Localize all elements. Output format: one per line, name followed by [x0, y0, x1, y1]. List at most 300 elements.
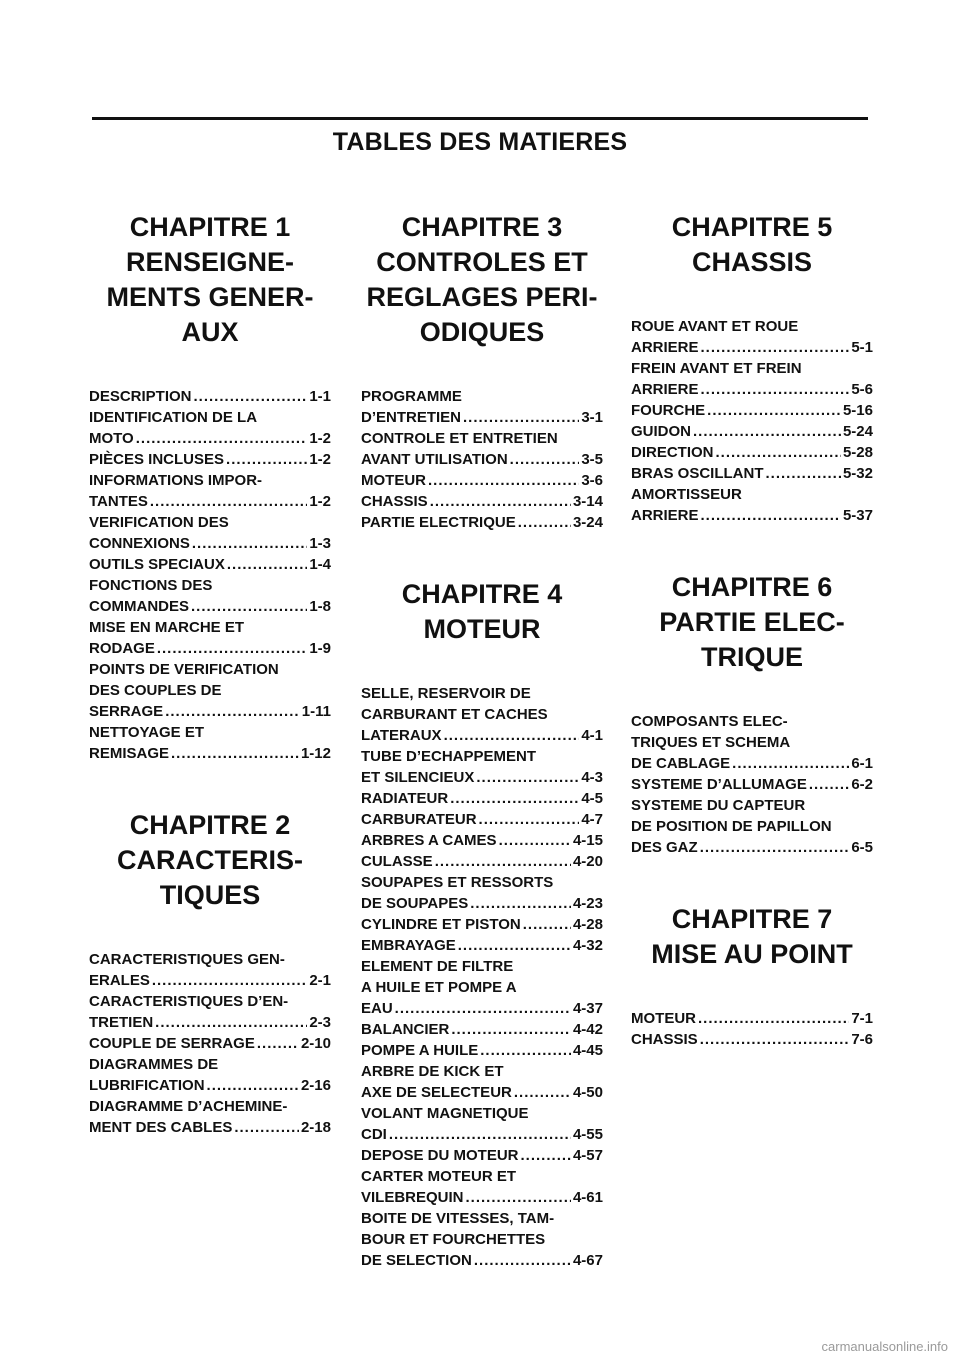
chapter-heading: CHAPITRE 2 CARACTERIS- TIQUES — [117, 810, 303, 910]
toc-entry-page-number: 4-57 — [572, 1147, 603, 1164]
toc-entry-row — [631, 753, 873, 774]
toc-entry[interactable] — [89, 1054, 331, 1096]
toc-entry-title: DE SOUPAPES — [361, 895, 469, 912]
toc-entry-page-number: 4-32 — [572, 937, 603, 954]
toc-entry-title-line: BOUR ET FOURCHETTES — [361, 1231, 546, 1248]
toc-entry-title: SYSTEME D’ALLUMAGE — [631, 776, 807, 793]
toc-entry-title-line: VOLANT MAGNETIQUE — [361, 1105, 529, 1122]
toc-entry[interactable] — [361, 512, 603, 533]
toc-entry-title-line: CARBURANT ET CACHES — [361, 706, 548, 723]
toc-entry[interactable] — [361, 809, 603, 830]
toc-entry[interactable] — [361, 872, 603, 914]
toc-entry[interactable] — [631, 358, 873, 400]
toc-entry-title-line: COMPOSANTS ELEC- — [631, 713, 788, 730]
toc-entry-row — [361, 1040, 603, 1061]
toc-entry-title: DE SELECTION — [361, 1252, 472, 1269]
toc-entry-title-line: NETTOYAGE ET — [89, 724, 205, 741]
toc-entry[interactable] — [89, 991, 331, 1033]
toc-entry-title-line: DES COUPLES DE — [89, 682, 222, 699]
toc-entry[interactable] — [89, 1033, 331, 1054]
toc-entry[interactable] — [361, 428, 603, 470]
toc-entry[interactable] — [361, 830, 603, 851]
toc-entry-row — [361, 407, 603, 428]
dot-leader — [165, 701, 300, 722]
toc-entry-title-line: DIAGRAMME D’ACHEMINE- — [89, 1098, 288, 1115]
toc-entry-page-number: 1-3 — [309, 535, 331, 552]
toc-entry-title: RADIATEUR — [361, 790, 449, 807]
toc-entry[interactable] — [361, 1208, 603, 1271]
chapter-section — [631, 570, 873, 858]
dot-leader — [479, 809, 580, 830]
toc-entry-title: MOTEUR — [361, 472, 426, 489]
toc-entry-page-number: 5-32 — [842, 465, 873, 482]
toc-entry-row — [89, 743, 331, 764]
toc-entry[interactable] — [89, 659, 331, 722]
toc-entry-page-number: 1-8 — [309, 598, 331, 615]
toc-entry[interactable] — [361, 491, 603, 512]
dot-leader — [435, 851, 571, 872]
toc-entry-title: ARRIERE — [631, 381, 699, 398]
toc-entry-title: RODAGE — [89, 640, 155, 657]
toc-entry-title-line: CARACTERISTIQUES D’EN- — [89, 993, 289, 1010]
toc-entry-title: LATERAUX — [361, 727, 442, 744]
dot-leader — [171, 743, 299, 764]
toc-entry-title-line: AMORTISSEUR — [631, 486, 742, 503]
toc-entry-title-line: IDENTIFICATION DE LA — [89, 409, 258, 426]
toc-entry[interactable] — [631, 795, 873, 858]
toc-entry-title-line: SOUPAPES ET RESSORTS — [361, 874, 554, 891]
chapter-heading: CHAPITRE 6 PARTIE ELEC- TRIQUE — [659, 572, 845, 672]
chapter-section — [89, 210, 331, 764]
dot-leader — [701, 379, 850, 400]
toc-entry-row — [89, 701, 331, 722]
toc-entry-list — [631, 316, 873, 526]
toc-entry[interactable] — [89, 470, 331, 512]
toc-entry-page-number: 1-2 — [309, 493, 331, 510]
toc-entry-row — [631, 837, 873, 858]
dot-leader — [257, 1033, 299, 1054]
toc-entry-title-line: CARACTERISTIQUES GEN- — [89, 951, 285, 968]
toc-entry-title: DESCRIPTION — [89, 388, 192, 405]
toc-entry-row — [631, 442, 873, 463]
toc-entry[interactable] — [361, 1061, 603, 1103]
toc-entry-page-number: 1-1 — [309, 388, 331, 405]
toc-entry-title-line: CONTROLE ET ENTRETIEN — [361, 430, 558, 447]
toc-entry[interactable] — [89, 386, 331, 407]
toc-entry-row — [361, 1019, 603, 1040]
dot-leader — [395, 998, 571, 1019]
toc-entry-row — [631, 421, 873, 442]
toc-entry-title: BRAS OSCILLANT — [631, 465, 764, 482]
toc-entry[interactable] — [89, 1096, 331, 1138]
toc-entry-list — [631, 711, 873, 858]
chapter-heading: CHAPITRE 3 CONTROLES ET REGLAGES PERI- ODIQUES — [366, 212, 598, 347]
toc-entry-page-number: 1-12 — [300, 745, 331, 762]
toc-entry-page-number: 4-55 — [572, 1126, 603, 1143]
toc-entry-title: CHASSIS — [631, 1031, 698, 1048]
toc-entry-title: BALANCIER — [361, 1021, 450, 1038]
dot-leader — [470, 893, 571, 914]
toc-entry[interactable] — [361, 1040, 603, 1061]
toc-entry-title-line: MISE EN MARCHE ET — [89, 619, 245, 636]
toc-entry-row — [89, 970, 331, 991]
toc-entry-page-number: 2-18 — [300, 1119, 331, 1136]
toc-entry-page-number: 4-23 — [572, 895, 603, 912]
toc-entry[interactable] — [361, 956, 603, 1019]
toc-entry-title-line: ELEMENT DE FILTRE — [361, 958, 514, 975]
toc-entry-row — [361, 1187, 603, 1208]
dot-leader — [157, 638, 307, 659]
toc-entry-page-number: 6-1 — [851, 755, 873, 772]
dot-leader — [698, 1008, 849, 1029]
toc-entry-page-number: 6-2 — [851, 776, 873, 793]
toc-entry-row — [361, 470, 603, 491]
toc-entry-title-line: TUBE D’ECHAPPEMENT — [361, 748, 537, 765]
dot-leader — [428, 470, 579, 491]
toc-entry-row — [361, 893, 603, 914]
toc-entry-title: CYLINDRE ET PISTON — [361, 916, 521, 933]
toc-entry-page-number: 4-42 — [572, 1021, 603, 1038]
dot-leader — [499, 830, 571, 851]
dot-leader — [192, 533, 307, 554]
toc-entry-title: AVANT UTILISATION — [361, 451, 508, 468]
toc-entry-row — [89, 638, 331, 659]
top-rule — [92, 117, 868, 120]
toc-entry-list — [89, 949, 331, 1138]
toc-entry-title: ARBRES A CAMES — [361, 832, 497, 849]
toc-entry-row — [631, 1029, 873, 1050]
toc-entry-page-number: 1-4 — [309, 556, 331, 573]
toc-entry-page-number: 7-1 — [851, 1010, 873, 1027]
toc-entry-title: CARBURATEUR — [361, 811, 477, 828]
toc-entry-row — [361, 830, 603, 851]
dot-leader — [474, 1250, 571, 1271]
toc-entry-row — [361, 1082, 603, 1103]
chapter-heading: CHAPITRE 4 MOTEUR — [401, 579, 563, 644]
toc-entry-title: MENT DES CABLES — [89, 1119, 233, 1136]
toc-entry-page-number: 4-50 — [572, 1084, 603, 1101]
toc-entry-title: DES GAZ — [631, 839, 698, 856]
toc-entry-row — [361, 935, 603, 956]
toc-entry[interactable] — [89, 617, 331, 659]
toc-entry-title: EAU — [361, 1000, 393, 1017]
dot-leader — [480, 1040, 571, 1061]
toc-entry-title: PIÈCES INCLUSES — [89, 451, 225, 468]
page-title: TABLES DES MATIERES — [332, 128, 628, 156]
toc-entry-page-number: 5-37 — [842, 507, 873, 524]
dot-leader — [207, 1075, 299, 1096]
toc-entry-page-number: 1-2 — [309, 451, 331, 468]
toc-entry-title: CONNEXIONS — [89, 535, 190, 552]
chapter-section — [631, 902, 873, 1050]
toc-column-2 — [361, 210, 603, 1271]
toc-entry-page-number: 1-9 — [309, 640, 331, 657]
toc-entry-row — [361, 851, 603, 872]
toc-entry-row — [631, 774, 873, 795]
toc-entry-page-number: 4-37 — [572, 1000, 603, 1017]
dot-leader — [444, 725, 580, 746]
toc-entry-row — [361, 998, 603, 1019]
toc-entry-title-line: CARTER MOTEUR ET — [361, 1168, 516, 1185]
toc-entry-title-line: DIAGRAMMES DE — [89, 1056, 219, 1073]
toc-entry-row — [89, 386, 331, 407]
dot-leader — [430, 491, 571, 512]
toc-entry[interactable] — [361, 935, 603, 956]
toc-entry-page-number: 3-6 — [581, 472, 603, 489]
dot-leader — [521, 1145, 571, 1166]
toc-entry-row — [631, 379, 873, 400]
toc-entry[interactable] — [361, 914, 603, 935]
toc-entry-row — [631, 400, 873, 421]
toc-entry-title-line: TRIQUES ET SCHEMA — [631, 734, 791, 751]
toc-entry-title-line: SYSTEME DU CAPTEUR — [631, 797, 806, 814]
dot-leader — [700, 1029, 850, 1050]
toc-entry-title: AXE DE SELECTEUR — [361, 1084, 512, 1101]
toc-entry[interactable] — [361, 386, 603, 428]
dot-leader — [466, 1187, 571, 1208]
chapter-section — [361, 577, 603, 1271]
toc-entry[interactable] — [631, 774, 873, 795]
chapter-heading: CHAPITRE 1 RENSEIGNE- MENTS GENER- AUX — [106, 212, 314, 347]
dot-leader — [389, 1124, 571, 1145]
toc-entry-title: TRETIEN — [89, 1014, 154, 1031]
toc-entry[interactable] — [361, 788, 603, 809]
toc-entry-row — [631, 463, 873, 484]
toc-entry-row — [89, 596, 331, 617]
toc-entry-title: PARTIE ELECTRIQUE — [361, 514, 516, 531]
toc-entry[interactable] — [631, 1008, 873, 1029]
toc-entry-row — [361, 788, 603, 809]
toc-entry[interactable] — [631, 711, 873, 774]
toc-entry-title: ARRIERE — [631, 507, 699, 524]
chapter-heading: CHAPITRE 7 MISE AU POINT — [651, 904, 853, 969]
toc-entry-page-number: 1-11 — [301, 703, 331, 720]
toc-entry-row — [361, 449, 603, 470]
toc-entry-row — [89, 449, 331, 470]
toc-entry-row — [361, 767, 603, 788]
toc-entry-title: D’ENTRETIEN — [361, 409, 462, 426]
toc-entry-title: ET SILENCIEUX — [361, 769, 475, 786]
toc-entry[interactable] — [361, 683, 603, 746]
toc-entry-page-number: 4-1 — [581, 727, 603, 744]
toc-entry[interactable] — [361, 1103, 603, 1145]
toc-entry-title-line: INFORMATIONS IMPOR- — [89, 472, 263, 489]
toc-entry-page-number: 5-1 — [851, 339, 873, 356]
chapter-section — [631, 210, 873, 526]
toc-entry-page-number: 3-14 — [572, 493, 603, 510]
dot-leader — [136, 428, 308, 449]
toc-entry-title-line: POINTS DE VERIFICATION — [89, 661, 279, 678]
toc-entry[interactable] — [631, 463, 873, 484]
toc-entry-page-number: 6-5 — [851, 839, 873, 856]
toc-entry-title-line: VERIFICATION DES — [89, 514, 229, 531]
dot-leader — [809, 774, 849, 795]
toc-entry-title-line: ROUE AVANT ET ROUE — [631, 318, 799, 335]
toc-entry-title: FOURCHE — [631, 402, 706, 419]
toc-entry-row — [361, 1145, 603, 1166]
toc-entry-title: REMISAGE — [89, 745, 170, 762]
toc-entry-title: CDI — [361, 1126, 387, 1143]
dot-leader — [155, 1012, 307, 1033]
toc-entry-title: LUBRIFICATION — [89, 1077, 205, 1094]
toc-entry-row — [361, 914, 603, 935]
toc-entry-page-number: 2-16 — [300, 1077, 331, 1094]
dot-leader — [227, 554, 307, 575]
toc-entry-title: COMMANDES — [89, 598, 189, 615]
toc-entry-page-number: 4-28 — [572, 916, 603, 933]
dot-leader — [732, 753, 849, 774]
toc-entry-page-number: 2-1 — [309, 972, 331, 989]
dot-leader — [707, 400, 841, 421]
toc-entry-title: EMBRAYAGE — [361, 937, 456, 954]
toc-column-3 — [631, 210, 873, 1050]
toc-entry-page-number: 4-61 — [572, 1189, 603, 1206]
toc-entry-title: MOTO — [89, 430, 134, 447]
toc-entry-page-number: 5-28 — [842, 444, 873, 461]
toc-entry-title-line: ARBRE DE KICK ET — [361, 1063, 504, 1080]
dot-leader — [700, 837, 850, 858]
toc-column-1 — [89, 210, 331, 1138]
toc-entry-title: DEPOSE DU MOTEUR — [361, 1147, 519, 1164]
toc-entry[interactable] — [631, 484, 873, 526]
toc-entry-page-number: 7-6 — [851, 1031, 873, 1048]
toc-entry-title-line: BOITE DE VITESSES, TAM- — [361, 1210, 555, 1227]
toc-entry[interactable] — [89, 407, 331, 449]
watermark-footer: carmanualsonline.info — [821, 1339, 948, 1354]
toc-entry[interactable] — [361, 851, 603, 872]
toc-entry-title: COUPLE DE SERRAGE — [89, 1035, 255, 1052]
toc-entry[interactable] — [631, 442, 873, 463]
dot-leader — [701, 337, 850, 358]
toc-entry-title: TANTES — [89, 493, 148, 510]
dot-leader — [191, 596, 307, 617]
dot-leader — [518, 512, 571, 533]
toc-entry-page-number: 1-2 — [309, 430, 331, 447]
toc-entry-title: GUIDON — [631, 423, 691, 440]
toc-entry-title: MOTEUR — [631, 1010, 696, 1027]
dot-leader — [716, 442, 841, 463]
toc-entry-title: DE CABLAGE — [631, 755, 731, 772]
dot-leader — [523, 914, 571, 935]
toc-entry-list — [631, 1008, 873, 1050]
toc-entry-row — [361, 1124, 603, 1145]
chapter-section — [361, 210, 603, 533]
toc-entry-row — [361, 512, 603, 533]
toc-entry-row — [361, 491, 603, 512]
toc-entry-page-number: 2-3 — [309, 1014, 331, 1031]
toc-entry-row — [89, 1033, 331, 1054]
dot-leader — [152, 970, 307, 991]
toc-entry-title-line: FREIN AVANT ET FREIN — [631, 360, 802, 377]
toc-entry-title: ARRIERE — [631, 339, 699, 356]
dot-leader — [451, 1019, 571, 1040]
toc-entry[interactable] — [361, 1166, 603, 1208]
toc-entry[interactable] — [631, 316, 873, 358]
toc-entry-list — [361, 683, 603, 1271]
toc-entry-page-number: 2-10 — [300, 1035, 331, 1052]
dot-leader — [458, 935, 571, 956]
toc-entry-title-line: SELLE, RESERVOIR DE — [361, 685, 531, 702]
toc-entry-page-number: 4-7 — [581, 811, 603, 828]
toc-entry-page-number: 5-24 — [842, 423, 873, 440]
toc-entry-page-number: 3-24 — [572, 514, 603, 531]
toc-entry-title: SERRAGE — [89, 703, 164, 720]
dot-leader — [226, 449, 307, 470]
dot-leader — [514, 1082, 571, 1103]
dot-leader — [693, 421, 841, 442]
toc-entry-page-number: 4-15 — [572, 832, 603, 849]
toc-entry-title: CHASSIS — [361, 493, 428, 510]
toc-entry[interactable] — [89, 512, 331, 554]
toc-entry-row — [89, 491, 331, 512]
toc-entry-title-line: DE POSITION DE PAPILLON — [631, 818, 832, 835]
toc-entry-title: ERALES — [89, 972, 150, 989]
toc-entry-row — [631, 1008, 873, 1029]
toc-entry-title-line: FONCTIONS DES — [89, 577, 213, 594]
toc-entry-row — [89, 533, 331, 554]
toc-entry-row — [89, 554, 331, 575]
toc-entry[interactable] — [361, 746, 603, 788]
toc-entry-row — [89, 428, 331, 449]
toc-entry-title-line: A HUILE ET POMPE A — [361, 979, 517, 996]
toc-entry-page-number: 4-3 — [581, 769, 603, 786]
toc-entry-page-number: 3-5 — [581, 451, 603, 468]
dot-leader — [234, 1117, 299, 1138]
dot-leader — [701, 505, 841, 526]
toc-entry-title: DIRECTION — [631, 444, 714, 461]
toc-entry[interactable] — [361, 1019, 603, 1040]
toc-entry-row — [89, 1012, 331, 1033]
toc-entry-page-number: 5-6 — [851, 381, 873, 398]
toc-entry-row — [89, 1117, 331, 1138]
toc-entry-page-number: 4-45 — [572, 1042, 603, 1059]
dot-leader — [476, 767, 579, 788]
toc-entry-page-number: 4-5 — [581, 790, 603, 807]
toc-entry[interactable] — [631, 400, 873, 421]
dot-leader — [150, 491, 307, 512]
toc-entry-row — [631, 337, 873, 358]
toc-entry[interactable] — [631, 1029, 873, 1050]
toc-entry[interactable] — [89, 554, 331, 575]
toc-entry-title: VILEBREQUIN — [361, 1189, 464, 1206]
toc-entry[interactable] — [361, 1145, 603, 1166]
toc-entry-page-number: 4-20 — [572, 853, 603, 870]
toc-entry[interactable] — [89, 949, 331, 991]
toc-entry-row — [89, 1075, 331, 1096]
dot-leader — [194, 386, 308, 407]
toc-entry-row — [361, 1250, 603, 1271]
toc-entry-row — [361, 809, 603, 830]
toc-entry-page-number: 5-16 — [842, 402, 873, 419]
toc-entry-page-number: 4-67 — [572, 1252, 603, 1269]
toc-entry-title: OUTILS SPECIAUX — [89, 556, 225, 573]
toc-entry[interactable] — [89, 449, 331, 470]
toc-entry-row — [631, 505, 873, 526]
dot-leader — [510, 449, 580, 470]
dot-leader — [463, 407, 579, 428]
chapter-section — [89, 808, 331, 1138]
toc-entry[interactable] — [361, 470, 603, 491]
toc-entry-list — [89, 386, 331, 764]
toc-entry-list — [361, 386, 603, 533]
toc-entry-row — [361, 725, 603, 746]
toc-entry-title: POMPE A HUILE — [361, 1042, 479, 1059]
toc-entry-page-number: 3-1 — [581, 409, 603, 426]
toc-entry[interactable] — [89, 575, 331, 617]
toc-entry[interactable] — [631, 421, 873, 442]
dot-leader — [766, 463, 841, 484]
toc-entry[interactable] — [89, 722, 331, 764]
